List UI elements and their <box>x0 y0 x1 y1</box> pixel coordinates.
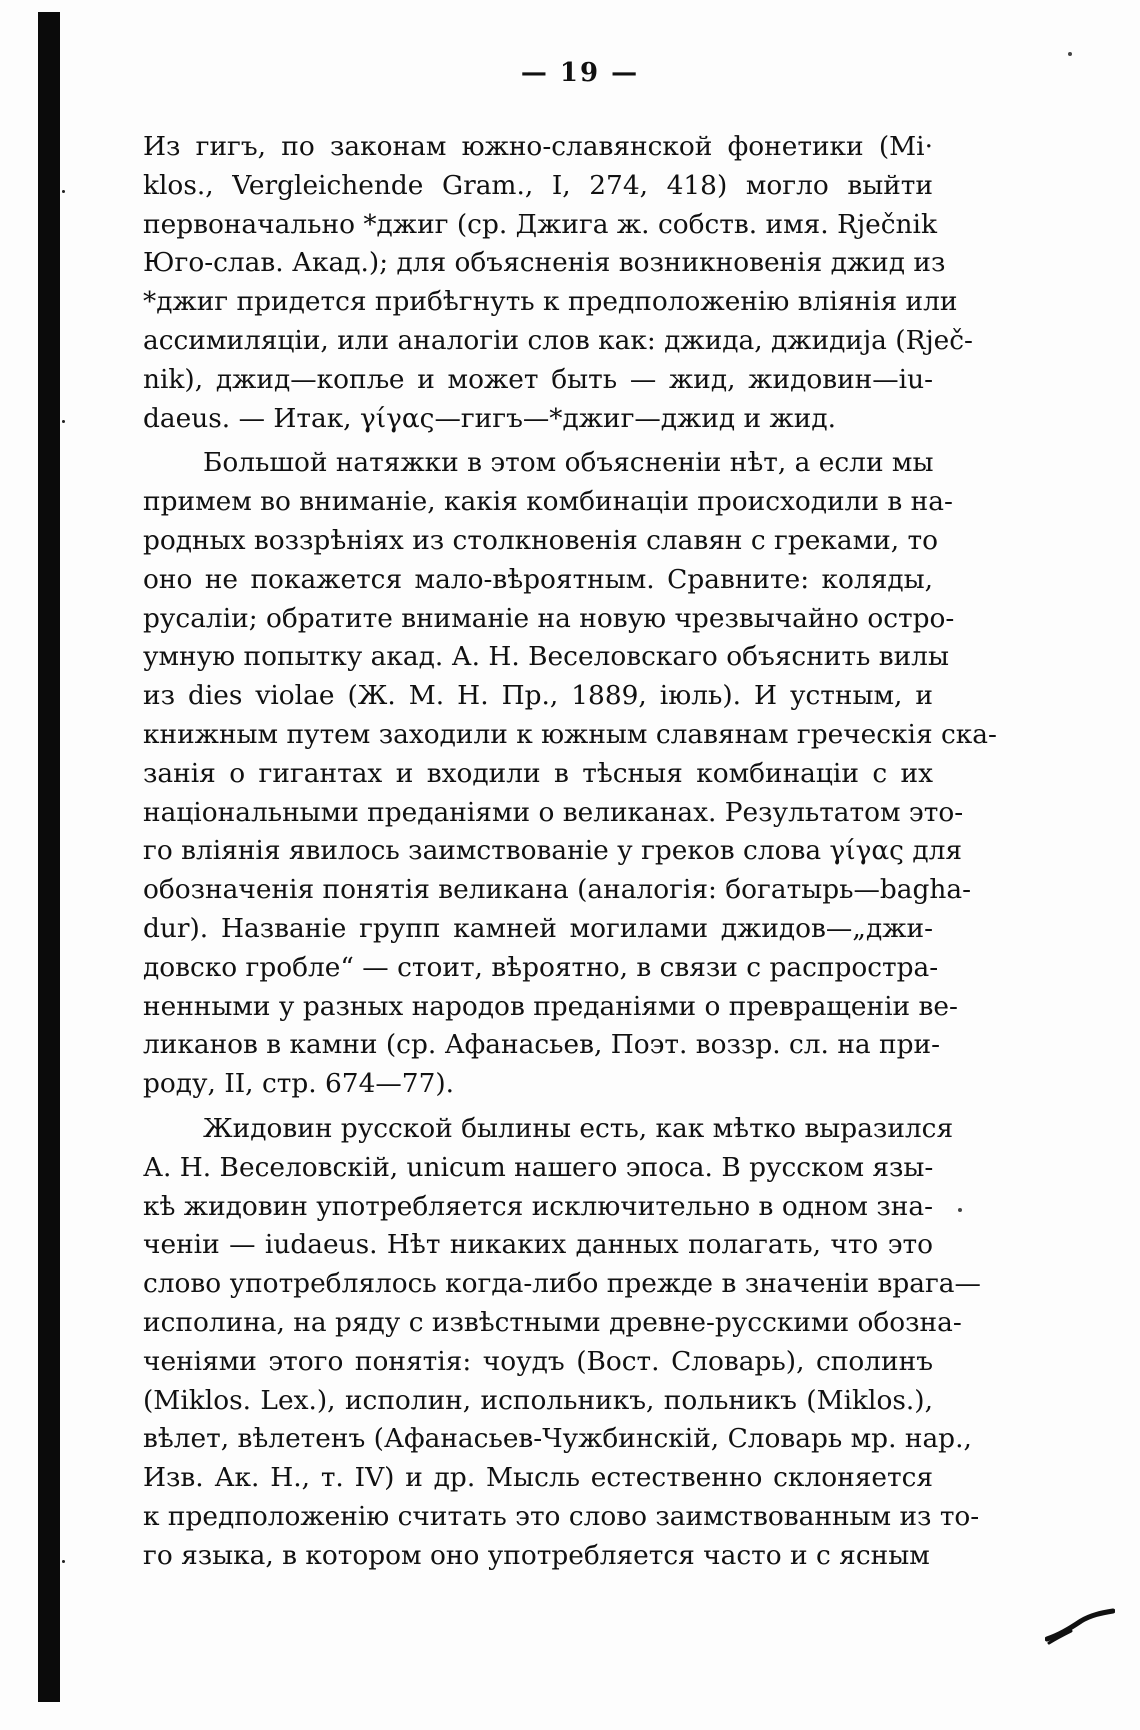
text-line: го вліянія явилось заимствованіе у греков слова γίγας для <box>143 835 963 867</box>
text-line: обозначенія понятія великана (аналогія: богатырь—bagha- <box>143 874 972 906</box>
text-line: русаліи; обратите вниманіе на новую чрезвычайно остро- <box>143 602 955 634</box>
text-line: *джиг придется прибѣгнуть к предположенію вліянія или <box>143 286 958 318</box>
scan-speck <box>62 190 65 193</box>
text-line: А. Н. Веселовскій, unicum нашего эпоса. В русском язы- <box>143 1151 934 1183</box>
text-line: первоначально *джиг (ср. Джига ж. собств. имя. Rječnik <box>143 208 937 240</box>
text-line: Из гигъ, по законам южно-славянской фонетики (Mi· <box>143 131 933 162</box>
text-line: Изв. Ак. Н., т. IV) и др. Мысль естественно склоняется <box>143 1462 933 1494</box>
text-line: Жидовин русской былины есть, как мѣтко выразился <box>203 1112 954 1144</box>
text-line: ассимиляціи, или аналогіи слов как: джида, джидија (Rječ- <box>143 324 973 356</box>
text-line: вѣлет, вѣлетенъ (Афанасьев-Чужбинскій, Словарь мр. нар., <box>143 1423 972 1455</box>
text-line: klos., Vergleichende Gram., I, 274, 418) могло выйти <box>143 169 933 201</box>
text-line: занія о гигантах и входили в тѣсныя комбинаціи с их <box>143 757 933 789</box>
scan-speck <box>62 1560 65 1563</box>
scan-speck <box>62 420 65 423</box>
text-line: к предположенію считать это слово заимствованным из то- <box>143 1500 980 1532</box>
text-line: слово употреблялось когда-либо прежде в значеніи врага— <box>143 1268 981 1300</box>
text-line: примем во вниманіе, какія комбинаціи происходили в на- <box>143 486 953 518</box>
text-line: оно не покажется мало-вѣроятным. Сравните: коляды, <box>143 563 933 595</box>
text-line: Юго-слав. Акад.); для объясненія возникновенія джид из <box>143 247 946 279</box>
scan-dot <box>958 1208 962 1212</box>
text-line: ченіями этого понятія: чоудъ (Вост. Словарь), сполинъ <box>143 1345 933 1377</box>
text-line: умную попытку акад. А. Н. Веселовскаго объяснить вилы <box>143 641 949 673</box>
page-number: — 19 — <box>520 58 640 88</box>
text-line: національными преданіями о великанах. Результатом это- <box>143 796 964 828</box>
text-line: исполина, на ряду с извѣстными древне-русскими обозна- <box>143 1306 962 1338</box>
text-line: dur). Названіе групп камней могилами джидов—„джи- <box>143 912 933 944</box>
text-line: довско гробле“ — стоит, вѣроятно, в связи с распростра- <box>143 951 939 983</box>
scan-dot <box>1068 52 1072 56</box>
text-line: Большой натяжки в этом объясненіи нѣт, а если мы <box>203 447 934 479</box>
text-line: daeus. — Итак, γίγας—гигъ—*джиг—джид и жид. <box>143 402 837 434</box>
text-line: ликанов в камни (ср. Афанасьев, Поэт. воззр. сл. на при- <box>143 1029 941 1061</box>
text-line: роду, II, стр. 674—77). <box>143 1068 455 1100</box>
text-line: (Miklos. Lex.), исполин, испольникъ, польникъ (Miklos.), <box>143 1384 933 1416</box>
text-line: кѣ жидовин употребляется исключительно в одном зна- <box>143 1190 933 1222</box>
text-line: nik), джид—копље и может быть — жид, жидовин—iu- <box>143 363 933 395</box>
text-line: ненными у разных народов преданіями о превращеніи ве- <box>143 990 958 1022</box>
text-line: книжным путем заходили к южным славянам греческія ска- <box>143 718 997 750</box>
text-line: го языка, в котором оно употребляется часто и с ясным <box>143 1539 930 1571</box>
body-text <box>143 128 997 1575</box>
paragraph <box>143 128 973 438</box>
binding-shadow <box>38 12 60 1702</box>
text-line: ченіи — iudaeus. Нѣт никаких данных полагать, что это <box>143 1229 933 1261</box>
paragraph <box>143 444 997 1104</box>
text-line: родных воззрѣніях из столкновенія славян с греками, то <box>143 524 938 556</box>
paragraph <box>143 1110 981 1576</box>
text-line: из dies violae (Ж. М. Н. Пр., 1889, іюль). И устным, и <box>143 680 933 712</box>
pen-mark-icon <box>1045 1605 1115 1645</box>
